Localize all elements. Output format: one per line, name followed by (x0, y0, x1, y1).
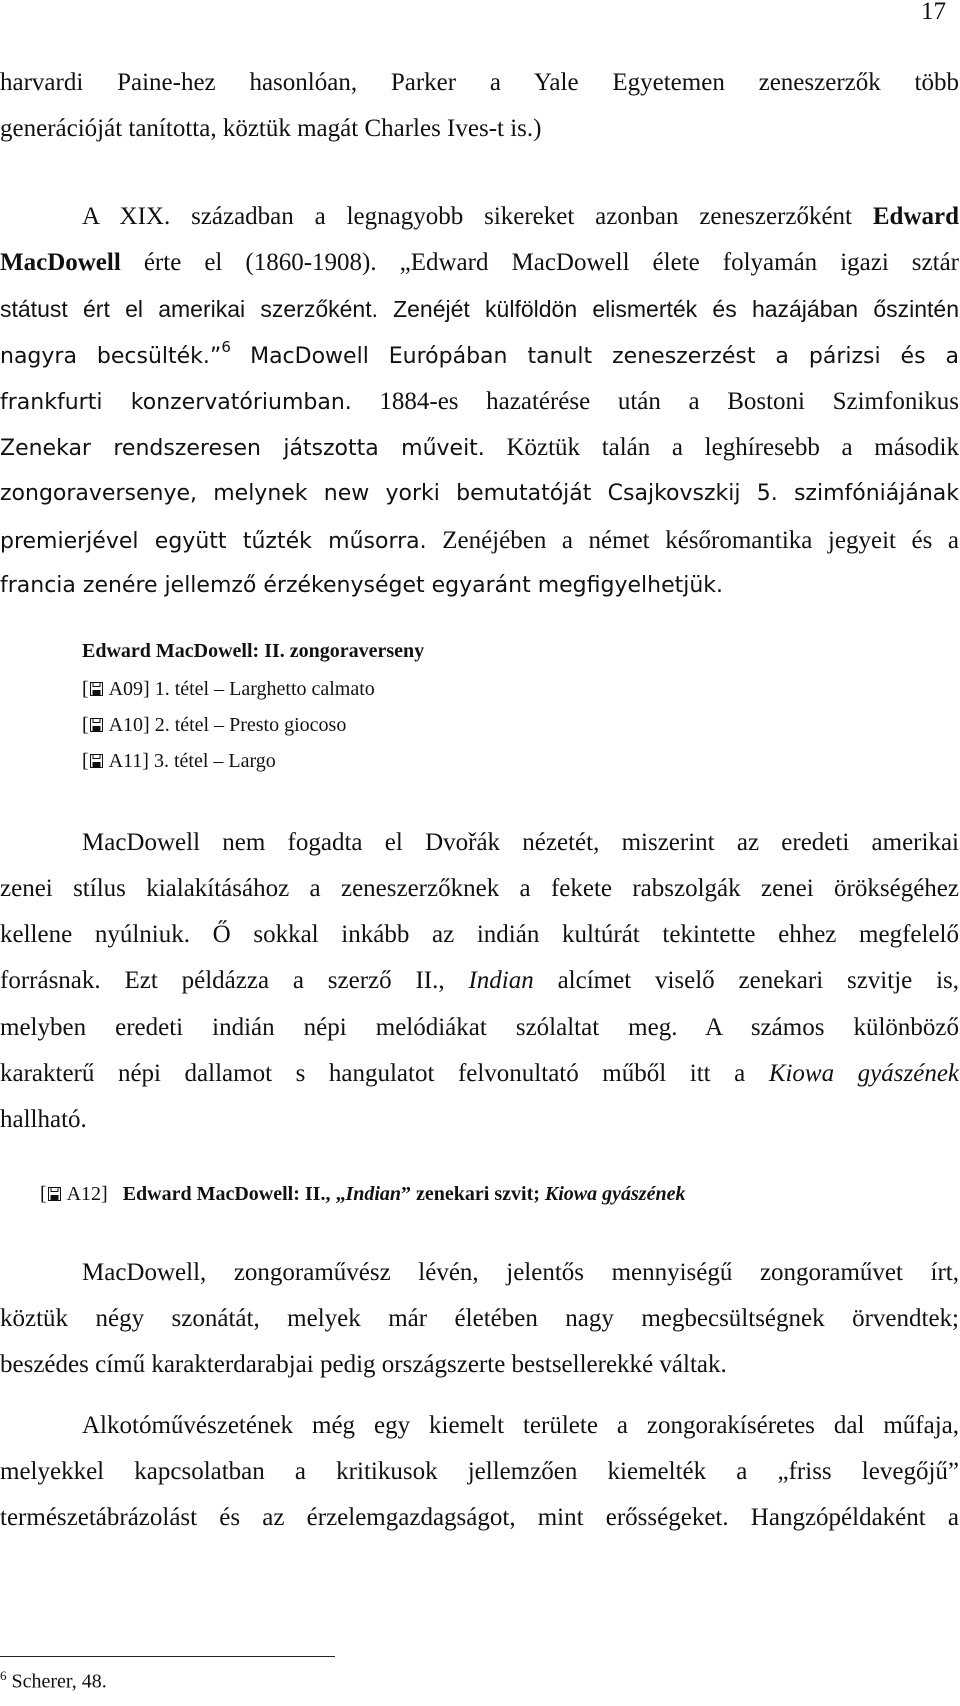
track-code: A10] (108, 714, 150, 736)
paragraph-line: melyben eredeti indián népi melódiákat szólaltat meg. A számos különböző (0, 1014, 959, 1041)
paragraph-line (82, 203, 959, 231)
track-code: A11] (108, 750, 149, 772)
text-span: A XIX. században a legnagyobb sikereket azonban zeneszerzőként (82, 203, 853, 230)
paragraph-line: hallható. (0, 1106, 87, 1133)
paragraph-line: harvardi Paine-hez hasonlóan, Parker a Yale Egyetemen zeneszerzők több (0, 69, 959, 96)
paragraph-line (0, 967, 959, 995)
text-span: Zenekar rendszeresen játszotta műveit. (0, 436, 485, 461)
paragraph-line: beszédes című karakterdarabjai pedig országszerte bestsellerekké váltak. (0, 1351, 727, 1378)
text-span: alcímet viselő zenekari szvitje is, (557, 967, 959, 994)
track-title: 1. tétel – Larghetto calmato (154, 678, 375, 700)
text-span: karakterű népi dallamot s hangulatot felvonultató műből itt a (0, 1060, 746, 1087)
text-span (0, 338, 231, 369)
bracket: [ (82, 678, 89, 700)
bracket: [ (82, 750, 89, 772)
track-link-a11[interactable] (82, 750, 276, 773)
track-title (123, 1183, 686, 1205)
bold-name: Edward (872, 203, 960, 230)
paragraph-line: Alkotóművészetének még egy kiemelt területe a zongorakíséretes dal műfaja, (82, 1412, 959, 1439)
text-span: 1884-es hazatérése után a Bostoni Szimfonikus (379, 388, 959, 415)
paragraph-line (0, 434, 959, 462)
floppy-disk-icon[interactable] (90, 718, 103, 732)
paragraph-line: MacDowell, zongoraművész lévén, jelentős mennyiségű zongoraművet írt, (82, 1259, 959, 1286)
page-number: 17 (921, 0, 946, 25)
bold-name: MacDowell (0, 249, 121, 276)
paragraph-line: francia zenére jellemző érzékenységet egyaránt megfigyelhetjük. (0, 573, 724, 598)
title-part: ” zenekari szvit; (401, 1183, 540, 1205)
bracket: [ (82, 714, 89, 736)
paragraph-line: kellene nyúlniuk. Ő sokkal inkább az indián kultúrát tekintette ehhez megfelelő (0, 921, 959, 948)
paragraph-line: melyekkel kapcsolatban a kritikusok jellemzően kiemelték a „friss levegőjű” (0, 1458, 959, 1485)
listening-title: Edward MacDowell: II. zongoraverseny (82, 640, 425, 662)
footnote-text: Scherer, 48. (11, 1670, 107, 1693)
paragraph-line: zenei stílus kialakításához a zeneszerzőknek a fekete rabszolgák zenei örökségéhez (0, 875, 959, 902)
paragraph-line (0, 338, 960, 370)
floppy-disk-icon[interactable] (90, 682, 103, 696)
track-title: 3. tétel – Largo (153, 750, 276, 772)
text-span: MacDowell Európában tanult zeneszerzést a párizsi és a (250, 344, 960, 369)
footnote-divider (0, 1656, 335, 1657)
text-span: forrásnak. Ezt példázza a szerző II., (0, 967, 445, 994)
floppy-disk-icon[interactable] (90, 754, 103, 768)
title-italic: Kiowa gyászének (544, 1183, 686, 1205)
bracket: [ (40, 1183, 47, 1205)
text-span: érte el (1860-1908). „Edward MacDowell élete folyamán igazi sztár (143, 249, 959, 276)
paragraph-line (0, 1060, 959, 1088)
footnote-ref[interactable]: 6 (221, 338, 231, 356)
title-part: Edward MacDowell: II., „ (122, 1183, 346, 1205)
paragraph-line (0, 296, 959, 324)
paragraph-line: MacDowell nem fogadta el Dvořák nézetét, miszerint az eredeti amerikai (82, 829, 959, 856)
italic-title: Indian (468, 967, 534, 994)
paragraph-line: generációját tanította, köztük magát Charles Ives-t is.) (0, 115, 542, 142)
text-span: Köztük talán a leghíresebb a második (506, 434, 959, 461)
track-code: A12] (66, 1183, 108, 1205)
track-link-a09[interactable] (82, 678, 375, 701)
footnote-number: 6 (0, 1668, 7, 1683)
floppy-disk-icon[interactable] (48, 1187, 61, 1201)
track-link-a12[interactable] (40, 1183, 685, 1206)
text-span: Zenéjét külföldön elismerték és hazájában őszintén (393, 296, 959, 322)
track-title: 2. tétel – Presto giocoso (154, 714, 347, 736)
text-span: frankfurti konzervatóriumban. (0, 390, 352, 415)
track-code: A09] (108, 678, 150, 700)
text-span: premierjével együtt tűzték műsorra. (0, 529, 427, 554)
quote-end: nagyra becsülték.” (0, 344, 222, 369)
paragraph-line: köztük négy szonátát, melyek már életében nagy megbecsültségnek örvendtek; (0, 1305, 959, 1332)
paragraph-line (0, 249, 959, 277)
paragraph-line: zongoraversenye, melynek new yorki bemutatóját Csajkovszkij 5. szimfóniájának (0, 481, 959, 506)
text-span: Zenéjében a német későromantika jegyeit és a (442, 527, 960, 554)
text-span: státust ért el amerikai szerzőként. (0, 296, 378, 322)
paragraph-line (0, 388, 959, 416)
paragraph-line: természetábrázolást és az érzelemgazdagságot, mint erősségeket. Hangzópéldaként a (0, 1504, 959, 1531)
footnote (0, 1668, 107, 1694)
track-link-a10[interactable] (82, 714, 346, 737)
title-italic: Indian (345, 1183, 402, 1205)
paragraph-line (0, 527, 959, 555)
italic-title: Kiowa gyászének (768, 1060, 960, 1087)
